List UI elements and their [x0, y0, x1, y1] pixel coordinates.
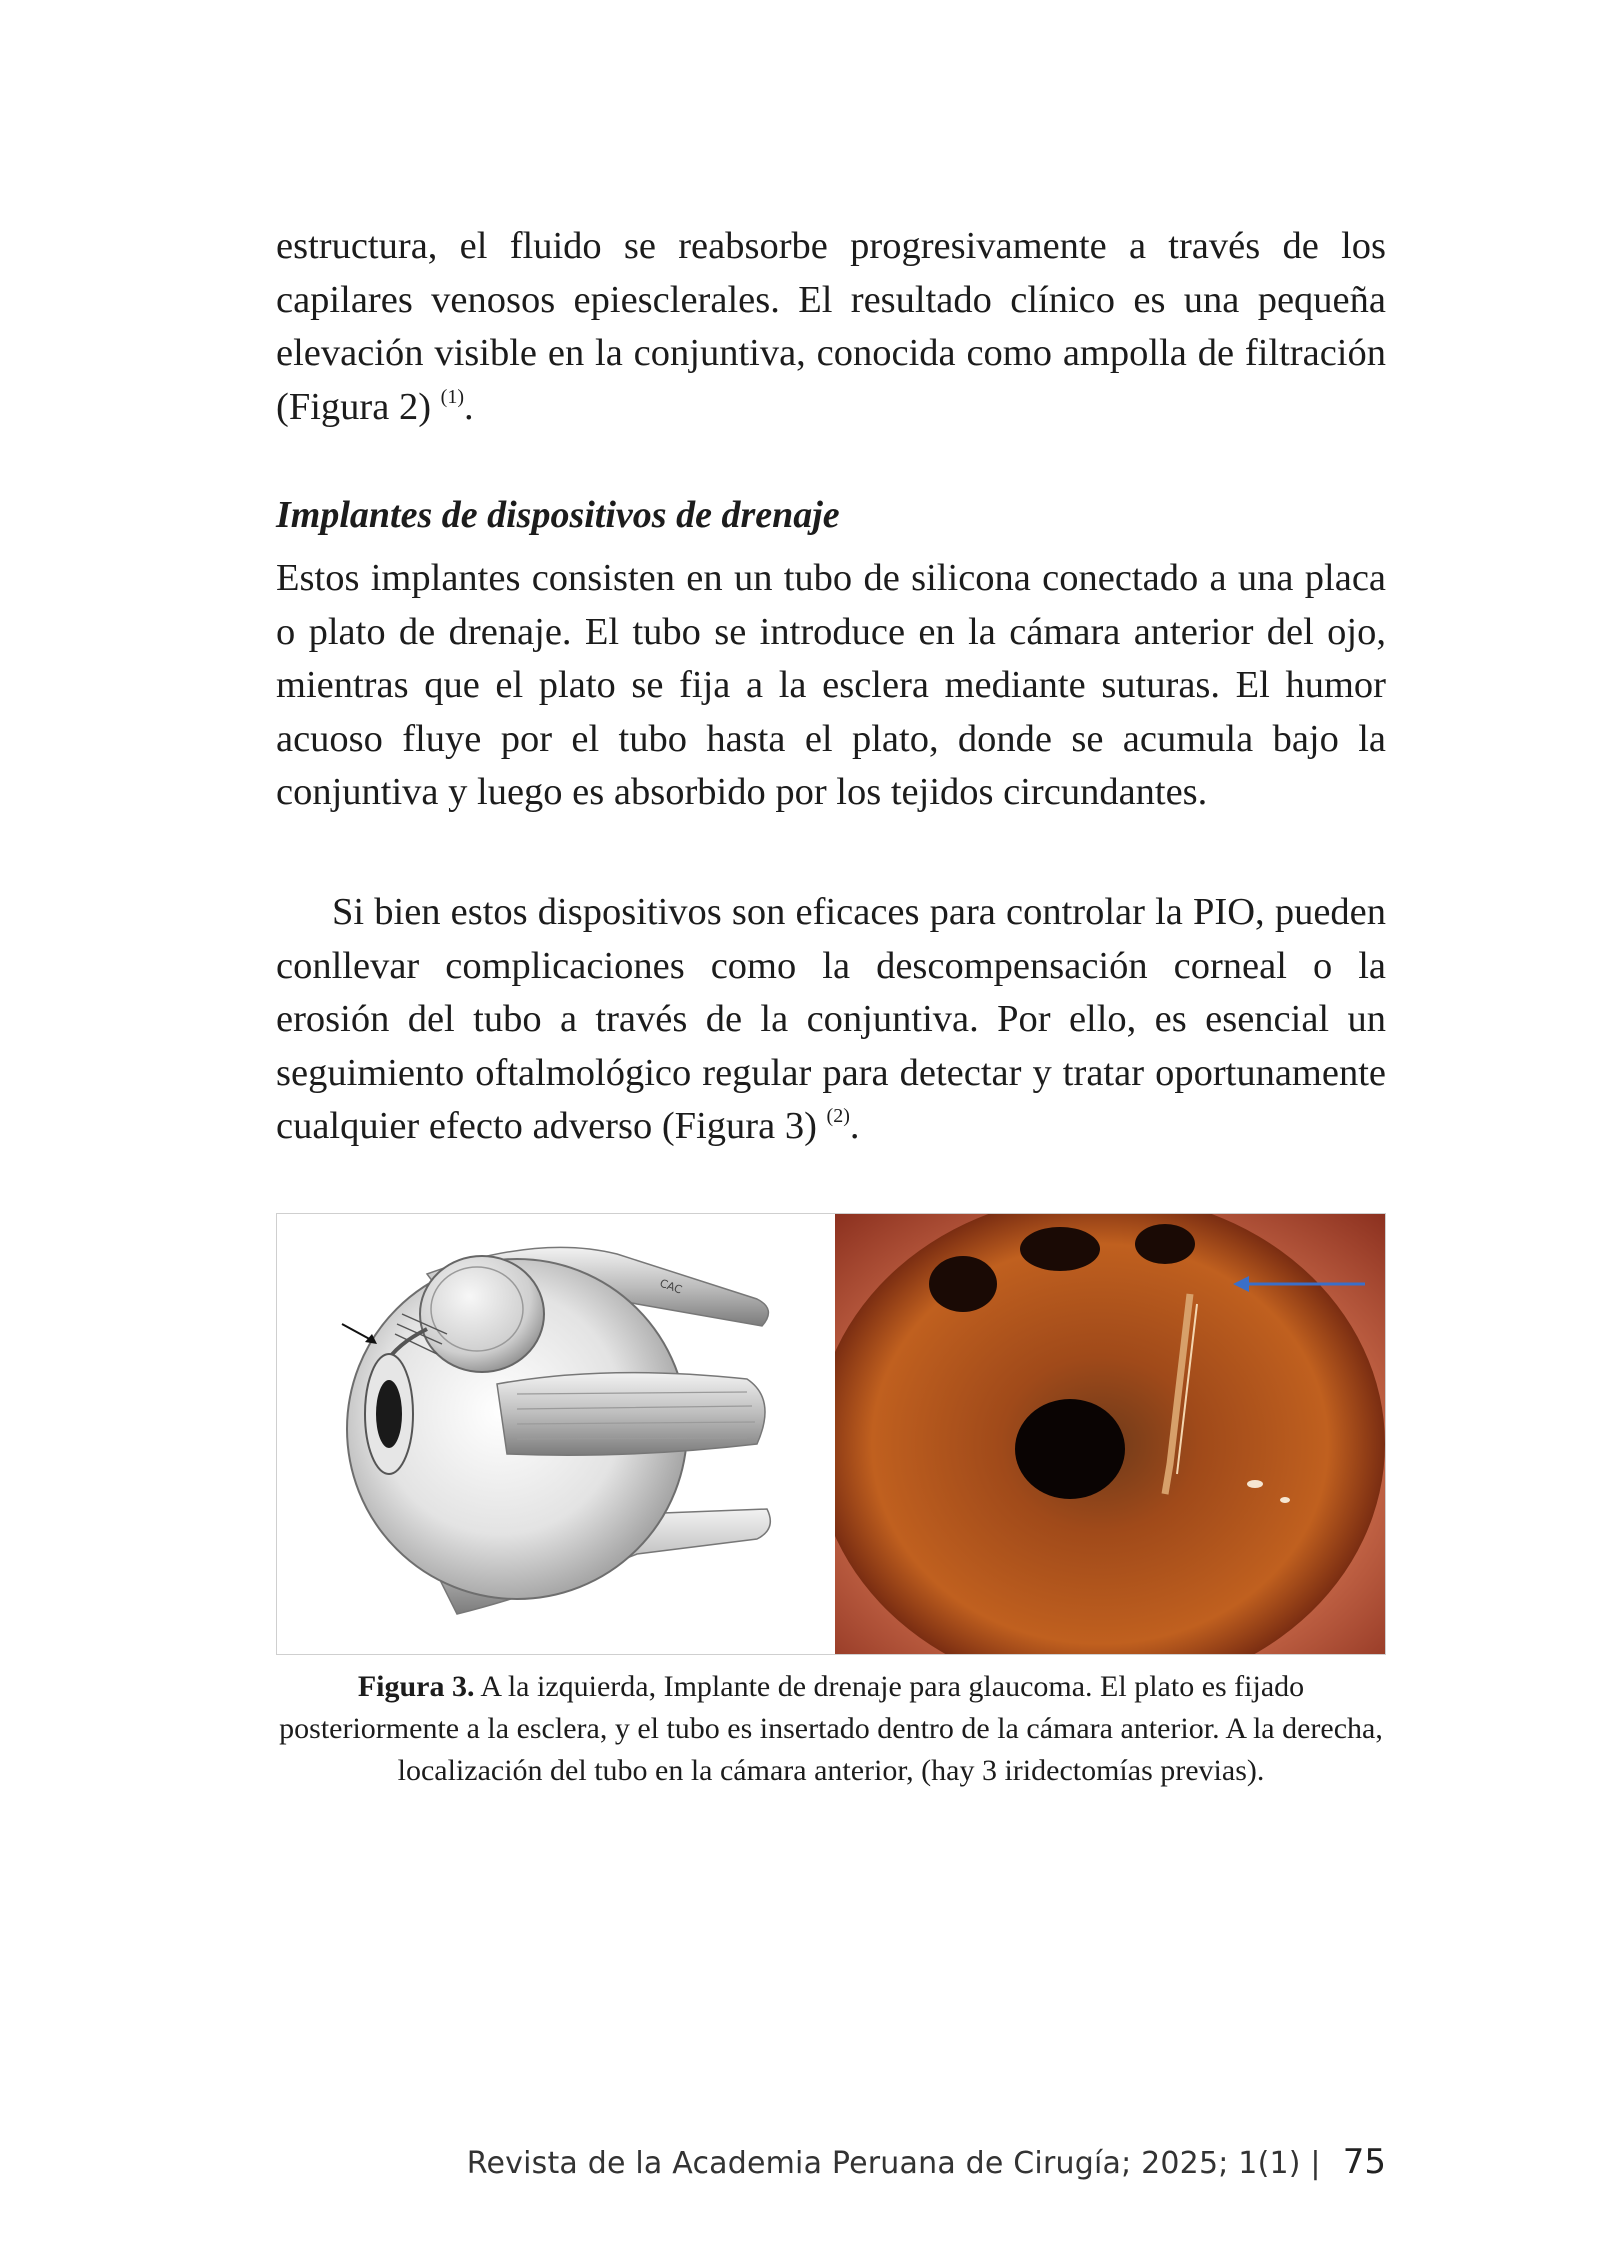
paragraph-end: .: [464, 385, 474, 428]
eye-photograph: [835, 1214, 1385, 1654]
implant-illustration: [277, 1214, 833, 1654]
paragraph-text: Si bien estos dispositivos son eficaces para controlar la PIO, pueden conllevar complicaciones como la descompensación corneal o la erosión del tubo a través de la conjuntiva. Por ello, es esencial un seguimiento oftalmológico regular para detectar y tratar oportunamente cualquier efecto adverso (Figura 3): [276, 891, 1386, 1147]
journal-citation: Revista de la Academia Peruana de Cirugía; 2025; 1(1) |: [466, 2146, 1321, 2181]
paragraph-end: .: [849, 1105, 860, 1147]
illustration-label: CAC: [657, 1276, 684, 1297]
page-number: 75: [1342, 2142, 1386, 2182]
section-heading: Implantes de dispositivos de drenaje: [276, 494, 840, 536]
caption-label: Figura 3.: [357, 1670, 475, 1703]
paragraph-filtration: [276, 220, 1386, 434]
paragraph-text: estructura, el fluido se reabsorbe progresivamente a través de los capilares venosos epiesclerales. El resultado clínico es una pequeña elevación visible en la conjuntiva, conocida como ampolla de filtración (Figura 2): [276, 225, 1386, 428]
figure-caption: [276, 1666, 1386, 1792]
caption-text: A la izquierda, Implante de drenaje para glaucoma. El plato es fijado posteriormente a la esclera, y el tubo es insertado dentro de la cámara anterior. A la derecha, localización del tubo en la cámara anterior, (hay 3 iridectomías previas).: [279, 1670, 1383, 1787]
paragraph-implants: Estos implantes consisten en un tubo de silicona conectado a una placa o plato de drenaje. El tubo se introduce en la cámara anterior del ojo, mientras que el plato se fija a la esclera mediante suturas. El humor acuoso fluye por el tubo hasta el plato, donde se acumula bajo la conjuntiva y luego es absorbido por los tejidos circundantes.: [276, 557, 1386, 813]
reference-marker: (2): [826, 1105, 850, 1127]
reference-marker: (1): [440, 385, 464, 408]
figure-3: [276, 1213, 1386, 1655]
page-footer: [276, 2142, 1386, 2182]
paragraph-complications: [276, 886, 1386, 1154]
